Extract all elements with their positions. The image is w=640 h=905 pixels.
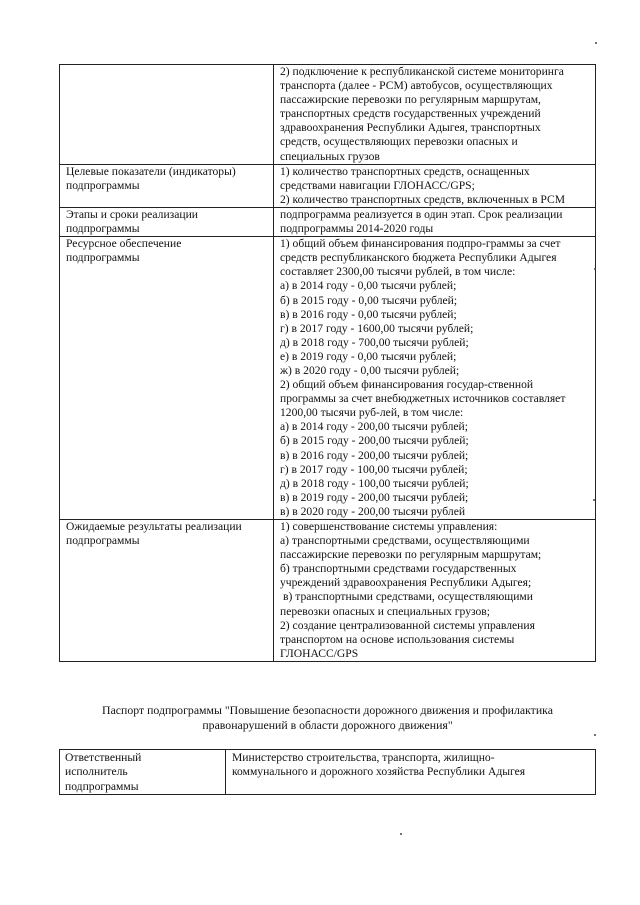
row-label-cell <box>60 237 274 520</box>
row-label-cell <box>60 207 274 236</box>
row-content-cell <box>226 750 596 795</box>
text-line: 2) общий объем финансирования государ-ственной <box>280 378 534 392</box>
scan-speck <box>594 268 596 270</box>
text-line: Министерство строительства, транспорта, жилищно- <box>232 751 495 764</box>
text-line: в) в 2016 году - 0,00 тысячи рублей; <box>280 307 457 321</box>
label-line: Целевые показатели (индикаторы) <box>66 164 236 178</box>
scan-speck <box>593 499 595 501</box>
text-line: е) в 2019 году - 0,00 тысячи рублей; <box>280 349 457 363</box>
text-line: 1) общий объем финансирования подпро-граммы за счет <box>280 237 561 251</box>
text-line: подпрограмма реализуется в один этап. Срок реализации <box>280 207 563 221</box>
row-label-cell <box>60 65 274 165</box>
label-line: подпрограммы <box>66 222 140 236</box>
label-line: Этапы и сроки реализации <box>66 207 198 221</box>
row-label-cell <box>60 750 226 795</box>
text-line: транспортных средств государственных учреждений <box>280 107 541 121</box>
row-content-cell <box>274 520 596 662</box>
text-line: транспорта (далее - РСМ) автобусов, осуществляющих <box>280 79 553 93</box>
table-row <box>60 750 596 795</box>
text-line: д) в 2018 году - 100,00 тысячи рублей; <box>280 476 469 490</box>
text-line: в) в 2019 году - 200,00 тысячи рублей; <box>280 490 469 504</box>
text-line: коммунального и дорожного хозяйства Республики Адыгея <box>232 765 526 779</box>
text-line: 2) подключение к республиканской системе мониторинга <box>280 65 564 78</box>
text-line: транспортом на основе использования системы <box>280 632 515 646</box>
text-line: в) транспортными средствами, осуществляющими <box>283 590 533 604</box>
text-line: д) в 2018 году - 700,00 тысячи рублей; <box>280 335 469 349</box>
scan-speck <box>595 42 597 44</box>
label-line: Ответственный <box>65 751 142 764</box>
table-row <box>60 65 596 165</box>
label-line: подпрограммы <box>66 178 140 192</box>
text-line: а) в 2014 году - 0,00 тысячи рублей; <box>280 279 457 293</box>
text-line: 1) количество транспортных средств, оснащенных <box>280 164 530 178</box>
row-content-cell <box>274 237 596 520</box>
text-line: 2) количество транспортных средств, включенных в РСМ <box>280 192 566 206</box>
scan-speck <box>594 734 596 736</box>
text-line: б) транспортными средствами государственных <box>280 562 517 576</box>
text-line: 1) совершенствование системы управления: <box>280 520 498 533</box>
text-line: программы за счет внебюджетных источников составляет <box>280 392 566 406</box>
text-line: г) в 2017 году - 1600,00 тысячи рублей; <box>280 321 474 335</box>
title-line: правонарушений в области дорожного движения" <box>202 718 453 732</box>
text-line: перевозки опасных и специальных грузов; <box>280 604 491 618</box>
text-line: б) в 2015 году - 200,00 тысячи рублей; <box>280 434 469 448</box>
text-line: в) в 2016 году - 200,00 тысячи рублей; <box>280 448 469 462</box>
row-content-cell <box>274 164 596 207</box>
table-row <box>60 237 596 520</box>
text-line: составляет 2300,00 тысячи рублей, в том числе: <box>280 265 516 279</box>
label-line: подпрограммы <box>65 779 139 793</box>
row-content-cell <box>274 65 596 165</box>
label-line: Ресурсное обеспечение <box>66 237 182 251</box>
text-line: г) в 2017 году - 100,00 тысячи рублей; <box>280 462 468 476</box>
row-label-cell <box>60 164 274 207</box>
text-line: специальных грузов <box>280 149 380 163</box>
text-line: а) в 2014 году - 200,00 тысячи рублей; <box>280 420 468 434</box>
text-line: подпрограммы 2014-2020 годы <box>280 222 434 236</box>
text-line: ГЛОНАСС/GPS <box>280 646 359 660</box>
text-line: б) в 2015 году - 0,00 тысячи рублей; <box>280 293 458 307</box>
text-line: средств республиканского бюджета Республики Адыгея <box>280 251 557 265</box>
label-line: исполнитель <box>65 765 128 779</box>
road-safety-passport-table <box>59 749 596 795</box>
text-line: в) в 2020 году - 200,00 тысячи рублей <box>280 504 466 518</box>
subprogram-passport-table-continued <box>59 64 596 662</box>
label-line: Ожидаемые результаты реализации <box>66 520 242 533</box>
table-row <box>60 520 596 662</box>
text-line: средств, осуществляющих перевозки опасных и <box>280 135 518 149</box>
text-line: а) транспортными средствами, осуществляющими <box>280 534 530 548</box>
subprogram-passport-title <box>59 703 596 733</box>
row-content-cell <box>274 207 596 236</box>
text-line: пассажирские перевозки по регулярным маршрутам; <box>280 548 542 562</box>
text-line: ж) в 2020 году - 0,00 тысячи рублей; <box>280 363 460 377</box>
text-line: средствами навигации ГЛОНАСС/GPS; <box>280 178 475 192</box>
text-line: 1200,00 тысячи руб-лей, в том числе: <box>280 406 464 420</box>
scan-speck <box>400 833 402 835</box>
text-line: учреждений здравоохранения Республики Адыгея; <box>280 576 532 590</box>
text-line: пассажирские перевозки по регулярным маршрутам, <box>280 93 541 107</box>
text-line: здравоохранения Республики Адыгея, транспортных <box>280 121 541 135</box>
label-line: подпрограммы <box>66 251 140 265</box>
label-line: подпрограммы <box>66 534 140 548</box>
table-row <box>60 164 596 207</box>
table-row <box>60 207 596 236</box>
text-line: 2) создание централизованной системы управления <box>280 618 535 632</box>
title-line: Паспорт подпрограммы "Повышение безопасности дорожного движения и профилактика <box>102 703 553 717</box>
row-label-cell <box>60 520 274 662</box>
